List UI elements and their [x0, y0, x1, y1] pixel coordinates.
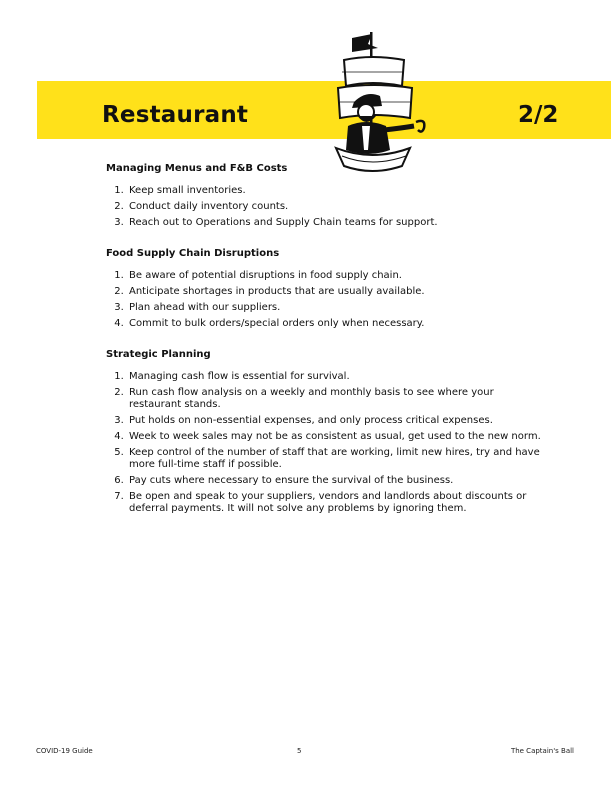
content	[106, 162, 546, 533]
footer-page-number: 5	[297, 747, 302, 755]
pirate-ship-mascot-icon	[322, 26, 442, 176]
list-item: 1. Managing cash flow is essential for survival.	[127, 371, 546, 383]
section-title: Food Supply Chain Disruptions	[106, 248, 280, 259]
numbered-list	[106, 371, 546, 515]
section-strategic-planning	[106, 348, 546, 515]
list-item: 3. Plan ahead with our suppliers.	[127, 302, 546, 314]
section-supply-chain	[106, 247, 546, 330]
list-item: 6. Pay cuts where necessary to ensure the survival of the business.	[127, 475, 546, 487]
footer-guide-name: COVID-19 Guide	[36, 747, 93, 755]
section-title: Strategic Planning	[106, 349, 211, 360]
list-item: 3. Put holds on non-essential expenses, and only process critical expenses.	[127, 415, 546, 427]
list-item: 5. Keep control of the number of staff that are working, limit new hires, try and have more full-time staff if possible.	[127, 447, 546, 471]
list-item: 3. Reach out to Operations and Supply Chain teams for support.	[127, 217, 546, 229]
list-item: 4. Week to week sales may not be as consistent as usual, get used to the new norm.	[127, 431, 546, 443]
section-menus-costs	[106, 162, 546, 229]
list-item: 7. Be open and speak to your suppliers, vendors and landlords about discounts or deferral payments. It will not solve any problems by ignoring them.	[127, 491, 546, 515]
page-title: Restaurant	[102, 102, 249, 128]
list-item: 1. Keep small inventories.	[127, 185, 546, 197]
footer-brand: The Captain's Ball	[510, 747, 574, 755]
numbered-list	[106, 270, 546, 330]
list-item: 2. Anticipate shortages in products that are usually available.	[127, 286, 546, 298]
page-indicator: 2/2	[518, 102, 559, 128]
numbered-list	[106, 185, 546, 229]
list-item: 4. Commit to bulk orders/special orders only when necessary.	[127, 318, 546, 330]
list-item: 2. Run cash flow analysis on a weekly and monthly basis to see where your restaurant stands.	[127, 387, 546, 411]
section-title: Managing Menus and F&B Costs	[106, 163, 288, 174]
list-item: 2. Conduct daily inventory counts.	[127, 201, 546, 213]
list-item: 1. Be aware of potential disruptions in food supply chain.	[127, 270, 546, 282]
